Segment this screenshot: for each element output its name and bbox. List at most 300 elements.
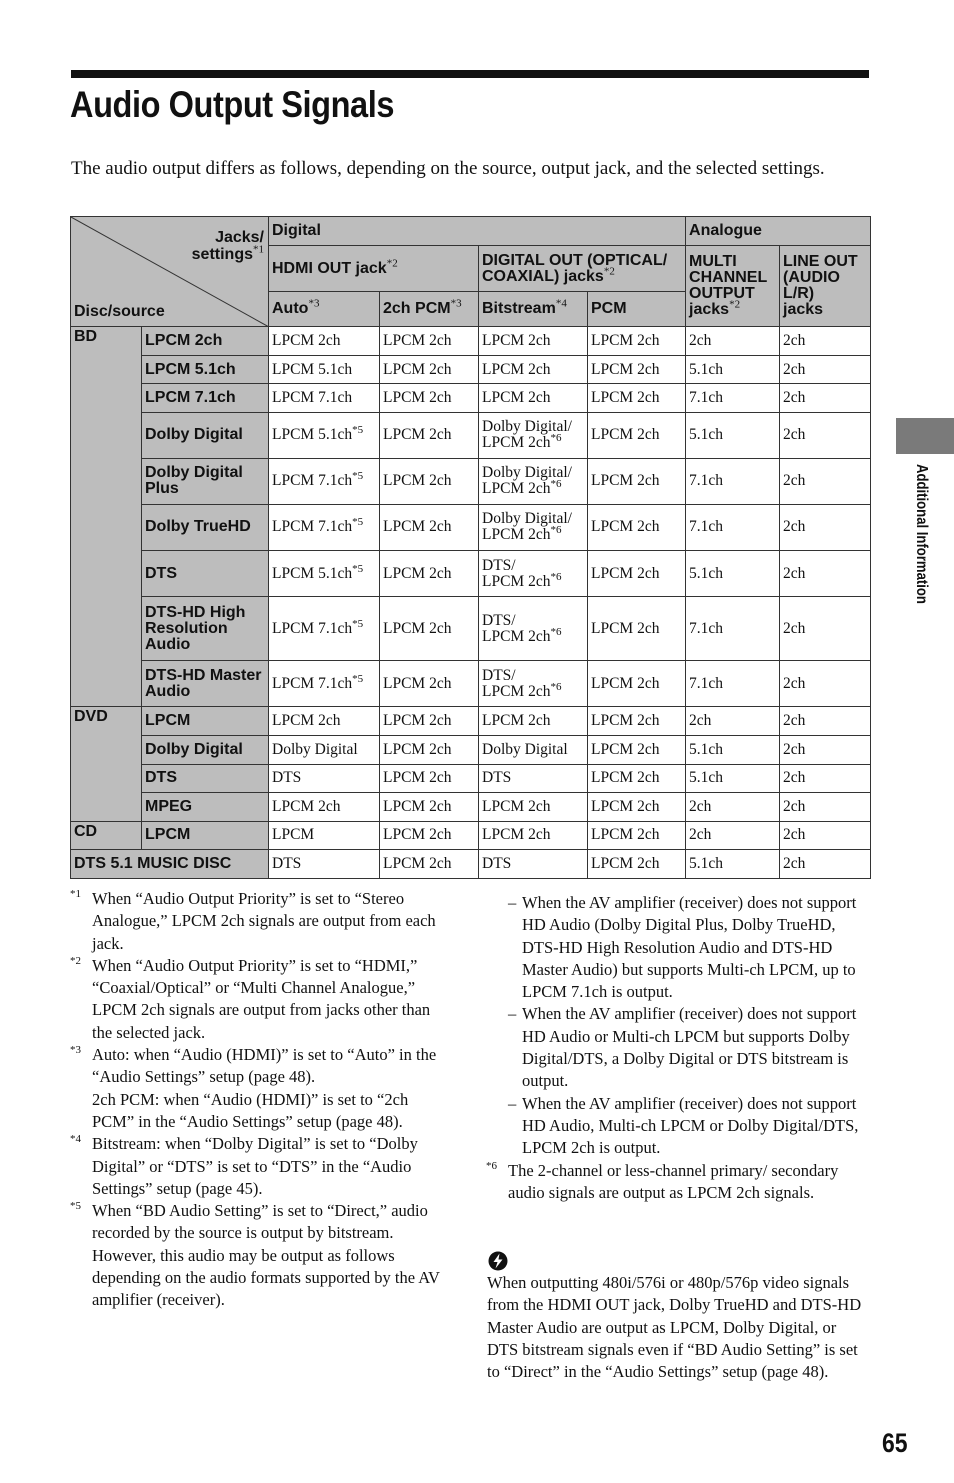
pcm2ch-cell xyxy=(380,327,479,356)
source-cell xyxy=(142,707,269,736)
table-row xyxy=(71,504,871,550)
source-label: Dolby Digital xyxy=(145,426,243,444)
footnote-6-text: The 2-channel or less-channel primary/ secondary audio signals are output as LPCM 2ch signals. xyxy=(508,1160,839,1202)
header-pcm: PCM xyxy=(588,292,686,327)
table-row xyxy=(71,821,871,849)
bitstream-value: DTS/ xyxy=(482,611,516,629)
corner-settings-sup: *1 xyxy=(253,243,264,256)
source-cell xyxy=(142,356,269,384)
bitstream-value: DTS xyxy=(482,769,512,787)
pcm2ch-value: LPCM 2ch xyxy=(383,619,452,637)
bitstream-cell xyxy=(479,597,588,661)
header-multi-line1: MULTI xyxy=(689,253,737,271)
line-out-cell xyxy=(780,458,871,504)
bitstream-sup: *6 xyxy=(550,478,562,491)
header-analogue: Analogue xyxy=(686,217,871,246)
auto-value: LPCM 2ch xyxy=(272,712,341,730)
pcm-cell xyxy=(588,764,686,792)
table-row xyxy=(71,792,871,821)
page-number: 65 xyxy=(882,1428,908,1458)
table-row xyxy=(71,412,871,458)
multi-channel-value: 2ch xyxy=(689,712,712,730)
header-multi-line4: jacks xyxy=(689,301,730,319)
source-label: DTS xyxy=(145,564,177,582)
pcm2ch-value: LPCM 2ch xyxy=(383,740,452,758)
auto-value: LPCM 2ch xyxy=(272,332,341,350)
table-row xyxy=(71,707,871,736)
pcm-cell xyxy=(588,384,686,412)
line-out-value: 2ch xyxy=(783,426,806,444)
auto-cell xyxy=(269,821,380,849)
bitstream-sup: *6 xyxy=(550,570,562,583)
page-title: Audio Output Signals xyxy=(70,84,395,125)
source-cell xyxy=(142,792,269,821)
auto-cell xyxy=(269,384,380,412)
pcm2ch-value: LPCM 2ch xyxy=(383,797,452,815)
table-row xyxy=(71,458,871,504)
auto-cell xyxy=(269,327,380,356)
line-out-cell xyxy=(780,707,871,736)
header-auto-label: Auto xyxy=(272,300,309,318)
auto-value: LPCM xyxy=(272,826,315,844)
footnote-6-mark: *6 xyxy=(486,1159,497,1172)
line-out-cell xyxy=(780,661,871,707)
source-label: Dolby Digital xyxy=(145,740,243,758)
source-cell xyxy=(142,550,269,596)
bitstream-value: Dolby Digital/ xyxy=(482,464,572,482)
footnote-5-text: When “BD Audio Setting” is set to “Direct,” audio recorded by the source is output by bitstream. However, this audio may be output as follows depending on the audio formats supported by the AV amplifier (receiver). xyxy=(92,1201,440,1310)
pcm-value: LPCM 2ch xyxy=(591,674,660,692)
pcm2ch-value: LPCM 2ch xyxy=(383,332,452,350)
group-label-text: CD xyxy=(74,822,98,840)
pcm2ch-cell xyxy=(380,764,479,792)
bitstream-value-2: LPCM 2ch xyxy=(482,434,551,452)
auto-cell xyxy=(269,764,380,792)
header-digital-out-line2: COAXIAL) jacks xyxy=(482,267,604,285)
source-cell xyxy=(142,736,269,764)
footnote-4-mark: *4 xyxy=(70,1133,81,1146)
source-label: LPCM 7.1ch xyxy=(145,389,236,407)
bitstream-cell xyxy=(479,327,588,356)
auto-value: Dolby Digital xyxy=(272,740,358,758)
bitstream-value: Dolby Digital/ xyxy=(482,418,572,436)
pcm2ch-value: LPCM 2ch xyxy=(383,712,452,730)
multi-channel-value: 7.1ch xyxy=(689,674,724,692)
header-hdmi-label: HDMI OUT jack xyxy=(272,259,387,277)
corner-source-label: Disc/source xyxy=(74,303,165,321)
group-label-text: BD xyxy=(74,328,98,346)
line-out-cell xyxy=(780,504,871,550)
intro-text: The audio output differs as follows, depending on the source, output jack, and the selected settings. xyxy=(71,158,825,179)
side-section-label-text: Additional Information xyxy=(913,464,930,604)
pcm-value: LPCM 2ch xyxy=(591,332,660,350)
group-label-bd xyxy=(71,327,142,707)
source-label: Dolby Digital Plus xyxy=(145,464,243,498)
multi-channel-cell xyxy=(686,458,780,504)
pcm-cell xyxy=(588,458,686,504)
pcm2ch-cell xyxy=(380,736,479,764)
line-out-cell xyxy=(780,736,871,764)
bitstream-value: Dolby Digital/ xyxy=(482,510,572,528)
auto-cell xyxy=(269,707,380,736)
footnote-2-text: When “Audio Output Priority” is set to “HDMI,” “Coaxial/Optical” or “Multi Channel Analogue,” LPCM 2ch signals are output from jacks other than the selected jack. xyxy=(92,955,431,1042)
source-cell xyxy=(142,597,269,661)
multi-channel-cell xyxy=(686,792,780,821)
group-label-cd xyxy=(71,821,142,849)
pcm-value: LPCM 2ch xyxy=(591,826,660,844)
line-out-value: 2ch xyxy=(783,472,806,490)
pcm-cell xyxy=(588,356,686,384)
line-out-cell xyxy=(780,327,871,356)
pcm2ch-value: LPCM 2ch xyxy=(383,674,452,692)
header-digital-out xyxy=(479,246,686,292)
pcm-value: LPCM 2ch xyxy=(591,854,660,872)
line-out-cell xyxy=(780,384,871,412)
line-out-value: 2ch xyxy=(783,854,806,872)
table-row xyxy=(71,849,871,878)
lightning-note-icon xyxy=(487,1250,509,1272)
group-label-dts-music-disc xyxy=(71,849,269,878)
footnote-5-case-3 xyxy=(486,1093,870,1160)
footnote-1-mark: *1 xyxy=(70,888,81,900)
multi-channel-cell xyxy=(686,412,780,458)
auto-value: LPCM 7.1ch xyxy=(272,619,353,637)
auto-value: LPCM 5.1ch xyxy=(272,564,353,582)
corner-settings-label: settings xyxy=(191,246,253,263)
bitstream-cell xyxy=(479,764,588,792)
auto-sup: *5 xyxy=(352,516,364,529)
pcm2ch-cell xyxy=(380,661,479,707)
header-auto-sup: *3 xyxy=(308,297,320,310)
line-out-cell xyxy=(780,356,871,384)
bitstream-value-2: LPCM 2ch xyxy=(482,526,551,544)
line-out-cell xyxy=(780,849,871,878)
header-bitstream-label: Bitstream xyxy=(482,300,556,318)
pcm-value: LPCM 2ch xyxy=(591,426,660,444)
footnote-5-case-2-text: When the AV amplifier (receiver) does not support HD Audio or Multi-ch LPCM but supports Dolby Digital/DTS, a Dolby Digital or DTS bitstream is output. xyxy=(522,1004,857,1091)
pcm-value: LPCM 2ch xyxy=(591,389,660,407)
footnote-3 xyxy=(70,1044,452,1133)
bitstream-cell xyxy=(479,661,588,707)
footnote-3-mark: *3 xyxy=(70,1044,81,1057)
note-block xyxy=(487,1250,871,1383)
line-out-value: 2ch xyxy=(783,740,806,758)
auto-cell xyxy=(269,661,380,707)
line-out-cell xyxy=(780,792,871,821)
multi-channel-cell xyxy=(686,736,780,764)
line-out-value: 2ch xyxy=(783,564,806,582)
auto-cell xyxy=(269,597,380,661)
source-cell xyxy=(142,661,269,707)
auto-cell xyxy=(269,792,380,821)
pcm-cell xyxy=(588,849,686,878)
line-out-cell xyxy=(780,550,871,596)
source-label: LPCM xyxy=(145,712,191,730)
header-bitstream xyxy=(479,292,588,327)
line-out-value: 2ch xyxy=(783,826,806,844)
bitstream-value: DTS/ xyxy=(482,556,516,574)
pcm-cell xyxy=(588,736,686,764)
source-label: LPCM xyxy=(145,826,191,844)
table-row xyxy=(71,736,871,764)
bitstream-sup: *6 xyxy=(550,431,562,444)
header-digital-out-line1: DIGITAL OUT (OPTICAL/ xyxy=(482,251,668,269)
pcm2ch-cell xyxy=(380,792,479,821)
footnote-1-text: When “Audio Output Priority” is set to “Stereo Analogue,” LPCM 2ch signals are output from each jack. xyxy=(92,889,436,953)
pcm-value: LPCM 2ch xyxy=(591,360,660,378)
pcm2ch-value: LPCM 2ch xyxy=(383,769,452,787)
auto-cell xyxy=(269,550,380,596)
line-out-cell xyxy=(780,764,871,792)
bitstream-value: LPCM 2ch xyxy=(482,332,551,350)
auto-cell xyxy=(269,849,380,878)
side-section-label xyxy=(908,464,930,654)
multi-channel-cell xyxy=(686,504,780,550)
header-digital: Digital xyxy=(269,217,686,246)
source-cell xyxy=(142,821,269,849)
multi-channel-value: 5.1ch xyxy=(689,854,724,872)
footnote-5-case-2 xyxy=(486,1003,870,1092)
pcm2ch-value: LPCM 2ch xyxy=(383,518,452,536)
source-cell xyxy=(142,504,269,550)
multi-channel-value: 5.1ch xyxy=(689,360,724,378)
dash-mark: – xyxy=(508,1004,517,1024)
footnote-2 xyxy=(70,955,452,1044)
pcm2ch-value: LPCM 2ch xyxy=(383,472,452,490)
bitstream-cell xyxy=(479,412,588,458)
pcm-value: LPCM 2ch xyxy=(591,564,660,582)
header-multi-line2: CHANNEL xyxy=(689,269,768,287)
pcm2ch-value: LPCM 2ch xyxy=(383,389,452,407)
footnote-6 xyxy=(486,1160,870,1205)
pcm-cell xyxy=(588,327,686,356)
pcm2ch-value: LPCM 2ch xyxy=(383,360,452,378)
pcm-cell xyxy=(588,597,686,661)
bitstream-value: LPCM 2ch xyxy=(482,712,551,730)
footnote-4-text: Bitstream: when “Dolby Digital” is set to “Dolby Digital” or “DTS” is set to “DTS” in the “Audio Settings” setup (page 45). xyxy=(92,1134,418,1198)
bitstream-sup: *6 xyxy=(550,680,562,693)
multi-channel-cell xyxy=(686,661,780,707)
header-line-line2: (AUDIO xyxy=(783,269,840,287)
header-multi-line3: OUTPUT xyxy=(689,285,755,303)
line-out-value: 2ch xyxy=(783,518,806,536)
auto-sup: *5 xyxy=(352,672,364,685)
note-text: When outputting 480i/576i or 480p/576p video signals from the HDMI OUT jack, Dolby TrueHD and DTS-HD Master Audio are output as LPCM, Dolby Digital, or DTS bitstream signals even if “BD Audio Setting” is set to “Direct” in the “Audio Settings” setup (page 48). xyxy=(487,1273,862,1382)
pcm2ch-value: LPCM 2ch xyxy=(383,826,452,844)
header-2ch-pcm-sup: *3 xyxy=(450,297,462,310)
line-out-value: 2ch xyxy=(783,389,806,407)
title-rule xyxy=(71,70,869,78)
footnote-3-text-b: 2ch PCM: when “Audio (HDMI)” is set to “2ch PCM” in the “Audio Settings” setup (page 48). xyxy=(92,1089,409,1131)
multi-channel-cell xyxy=(686,597,780,661)
source-cell xyxy=(142,458,269,504)
auto-sup: *5 xyxy=(352,562,364,575)
bitstream-value: LPCM 2ch xyxy=(482,389,551,407)
table-row xyxy=(71,764,871,792)
multi-channel-value: 5.1ch xyxy=(689,740,724,758)
header-hdmi xyxy=(269,246,479,292)
pcm-cell xyxy=(588,550,686,596)
bitstream-value: LPCM 2ch xyxy=(482,360,551,378)
multi-channel-value: 7.1ch xyxy=(689,619,724,637)
multi-channel-value: 7.1ch xyxy=(689,472,724,490)
bitstream-sup: *6 xyxy=(550,625,562,638)
bitstream-cell xyxy=(479,550,588,596)
corner-jacks-label: Jacks/ xyxy=(215,229,264,246)
pcm2ch-cell xyxy=(380,597,479,661)
auto-value: DTS xyxy=(272,769,302,787)
auto-sup: *5 xyxy=(352,470,364,483)
footnotes-left xyxy=(70,888,452,1312)
header-line-line3: L/R) xyxy=(783,285,815,303)
line-out-value: 2ch xyxy=(783,674,806,692)
multi-channel-cell xyxy=(686,327,780,356)
auto-value: LPCM 7.1ch xyxy=(272,674,353,692)
section-tab xyxy=(896,418,954,454)
auto-value: LPCM 7.1ch xyxy=(272,472,353,490)
footnote-5-case-1 xyxy=(486,892,870,1003)
group-label-dvd xyxy=(71,707,142,821)
pcm-value: LPCM 2ch xyxy=(591,769,660,787)
pcm-value: LPCM 2ch xyxy=(591,619,660,637)
bitstream-cell xyxy=(479,821,588,849)
multi-channel-value: 7.1ch xyxy=(689,389,724,407)
source-label: LPCM 2ch xyxy=(145,332,223,350)
bitstream-cell xyxy=(479,736,588,764)
auto-sup: *5 xyxy=(352,423,364,436)
multi-channel-value: 5.1ch xyxy=(689,769,724,787)
pcm2ch-cell xyxy=(380,356,479,384)
auto-cell xyxy=(269,736,380,764)
line-out-cell xyxy=(780,597,871,661)
header-auto xyxy=(269,292,380,327)
bitstream-cell xyxy=(479,384,588,412)
pcm2ch-cell xyxy=(380,821,479,849)
table-row xyxy=(71,327,871,356)
pcm-cell xyxy=(588,661,686,707)
multi-channel-value: 2ch xyxy=(689,797,712,815)
auto-value: LPCM 7.1ch xyxy=(272,389,353,407)
source-label: Dolby TrueHD xyxy=(145,518,251,536)
line-out-value: 2ch xyxy=(783,332,806,350)
table-row xyxy=(71,384,871,412)
footnote-5-case-1-text: When the AV amplifier (receiver) does not support HD Audio (Dolby Digital Plus, Dolby TrueHD, DTS-HD High Resolution Audio and DTS-HD Master Audio) but supports Multi-ch LPCM, up to LPCM 7.1ch is output. xyxy=(522,893,857,1002)
header-digital-out-sup: *2 xyxy=(603,265,615,278)
auto-cell xyxy=(269,356,380,384)
source-label: DTS xyxy=(145,769,177,787)
pcm-value: LPCM 2ch xyxy=(591,740,660,758)
bitstream-cell xyxy=(479,356,588,384)
source-cell xyxy=(142,412,269,458)
header-2ch-pcm-label: 2ch PCM xyxy=(383,300,451,318)
pcm2ch-value: LPCM 2ch xyxy=(383,854,452,872)
pcm-cell xyxy=(588,412,686,458)
multi-channel-value: 2ch xyxy=(689,826,712,844)
table-body xyxy=(71,327,871,879)
multi-channel-cell xyxy=(686,764,780,792)
source-label: DTS-HD High Resolution Audio xyxy=(145,603,246,653)
bitstream-value-2: LPCM 2ch xyxy=(482,572,551,590)
pcm2ch-cell xyxy=(380,384,479,412)
pcm-value: LPCM 2ch xyxy=(591,712,660,730)
footnote-4 xyxy=(70,1133,452,1200)
group-label-text: DTS 5.1 MUSIC DISC xyxy=(74,854,232,872)
pcm-cell xyxy=(588,707,686,736)
pcm-cell xyxy=(588,792,686,821)
footnote-1 xyxy=(70,888,452,955)
footnote-5 xyxy=(70,1200,452,1311)
bitstream-sup: *6 xyxy=(550,524,562,537)
multi-channel-cell xyxy=(686,550,780,596)
pcm2ch-value: LPCM 2ch xyxy=(383,426,452,444)
table-corner xyxy=(71,217,269,327)
pcm2ch-cell xyxy=(380,707,479,736)
auto-value: LPCM 7.1ch xyxy=(272,518,353,536)
pcm2ch-value: LPCM 2ch xyxy=(383,564,452,582)
pcm2ch-cell xyxy=(380,504,479,550)
auto-value: DTS xyxy=(272,854,302,872)
table-row xyxy=(71,597,871,661)
footnotes-right xyxy=(486,892,870,1204)
group-label-text: DVD xyxy=(74,708,108,726)
multi-channel-cell xyxy=(686,849,780,878)
line-out-value: 2ch xyxy=(783,797,806,815)
header-2ch-pcm xyxy=(380,292,479,327)
bitstream-value: LPCM 2ch xyxy=(482,826,551,844)
multi-channel-value: 5.1ch xyxy=(689,426,724,444)
source-cell xyxy=(142,764,269,792)
table-row xyxy=(71,550,871,596)
pcm-value: LPCM 2ch xyxy=(591,797,660,815)
source-label: LPCM 5.1ch xyxy=(145,360,236,378)
multi-channel-value: 2ch xyxy=(689,332,712,350)
footnote-2-mark: *2 xyxy=(70,954,81,967)
header-hdmi-sup: *2 xyxy=(386,257,398,270)
line-out-value: 2ch xyxy=(783,712,806,730)
table-row xyxy=(71,356,871,384)
footnote-3-text-a: Auto: when “Audio (HDMI)” is set to “Auto” in the “Audio Settings” setup (page 48). xyxy=(92,1045,437,1087)
bitstream-cell xyxy=(479,849,588,878)
header-multi-sup: *2 xyxy=(729,298,741,311)
footnote-5-case-3-text: When the AV amplifier (receiver) does not support HD Audio, Multi-ch LPCM or Dolby Digital/DTS, LPCM 2ch is output. xyxy=(522,1093,859,1158)
bitstream-value-2: LPCM 2ch xyxy=(482,627,551,645)
bitstream-value: Dolby Digital xyxy=(482,740,568,758)
pcm-cell xyxy=(588,504,686,550)
footnote-5-mark: *5 xyxy=(70,1200,81,1213)
pcm2ch-cell xyxy=(380,412,479,458)
header-bitstream-sup: *4 xyxy=(555,297,567,310)
audio-output-table xyxy=(70,216,871,879)
dash-mark: – xyxy=(508,1093,517,1113)
bitstream-cell xyxy=(479,458,588,504)
header-line-out xyxy=(780,246,871,327)
source-cell xyxy=(142,327,269,356)
header-line-line1: LINE OUT xyxy=(783,253,858,271)
line-out-value: 2ch xyxy=(783,360,806,378)
bitstream-cell xyxy=(479,707,588,736)
bitstream-cell xyxy=(479,792,588,821)
auto-cell xyxy=(269,412,380,458)
multi-channel-cell xyxy=(686,821,780,849)
header-multi-channel xyxy=(686,246,780,327)
bitstream-value: LPCM 2ch xyxy=(482,797,551,815)
line-out-value: 2ch xyxy=(783,769,806,787)
multi-channel-value: 7.1ch xyxy=(689,518,724,536)
bitstream-value-2: LPCM 2ch xyxy=(482,682,551,700)
auto-sup: *5 xyxy=(352,617,364,630)
line-out-cell xyxy=(780,821,871,849)
auto-cell xyxy=(269,504,380,550)
